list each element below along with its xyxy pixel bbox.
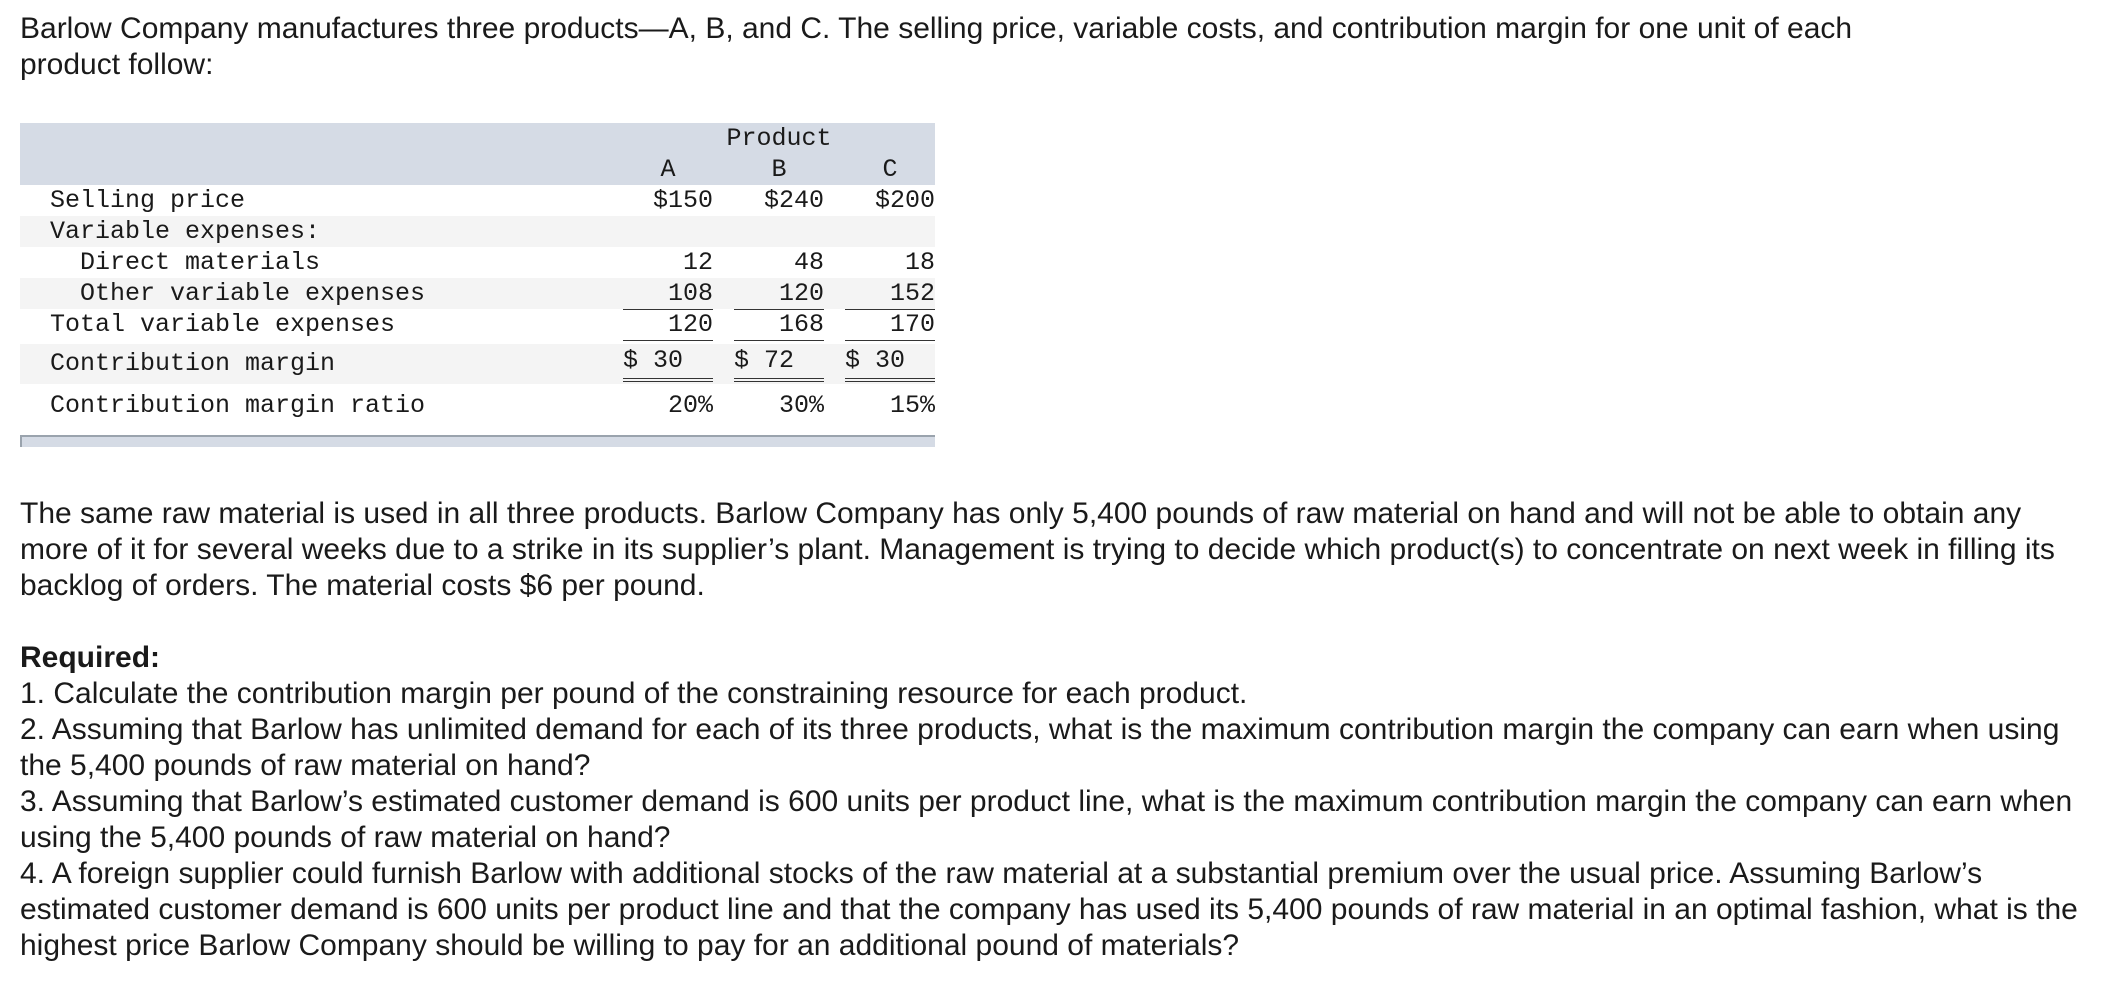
row-label: Contribution margin ratio bbox=[50, 391, 426, 420]
column-header-a: A bbox=[660, 155, 676, 184]
row-label: Total variable expenses bbox=[50, 310, 396, 339]
intro-paragraph: Barlow Company manufactures three products—A, B, and C. The selling price, variable costs, and contribution margin for one unit of each product follow: bbox=[20, 12, 1853, 81]
required-item-1: 1. Calculate the contribution margin per pound of the constraining resource for each product. bbox=[20, 677, 1248, 710]
cell-c: 152 bbox=[845, 278, 935, 310]
required-section bbox=[20, 640, 2080, 964]
cell-b: 48 bbox=[793, 248, 824, 277]
cell-c: 170 bbox=[845, 309, 935, 341]
cell-b: 30% bbox=[778, 391, 824, 420]
required-item-2: 2. Assuming that Barlow has unlimited demand for each of its three products, what is the maximum contribution margin the company can earn when using the 5,400 pounds of raw material on hand? bbox=[20, 713, 2060, 782]
cell-c: $200 bbox=[845, 185, 935, 217]
row-label: Other variable expenses bbox=[80, 279, 426, 308]
table-header-row bbox=[20, 123, 935, 154]
row-label: Variable expenses: bbox=[50, 217, 321, 246]
cell-a: 120 bbox=[623, 309, 713, 341]
row-label: Contribution margin bbox=[50, 349, 336, 378]
cell-c: 15% bbox=[889, 391, 935, 420]
column-header-b: B bbox=[771, 155, 787, 184]
table-row bbox=[20, 388, 935, 424]
cell-b: 168 bbox=[734, 309, 824, 341]
cell-b: $ 72 bbox=[734, 344, 824, 382]
product-header: Product bbox=[726, 124, 832, 153]
cell-a: 12 bbox=[682, 248, 713, 277]
cell-a: 20% bbox=[667, 391, 713, 420]
required-title: Required: bbox=[20, 641, 161, 674]
table-row bbox=[20, 278, 935, 309]
required-item-3: 3. Assuming that Barlow’s estimated customer demand is 600 units per product line, what is the maximum contribution margin the company can earn when using the 5,400 pounds of raw material on hand? bbox=[20, 785, 2073, 854]
product-cost-table bbox=[20, 123, 935, 447]
required-item-4: 4. A foreign supplier could furnish Barlow with additional stocks of the raw material at a substantial premium over the usual price. Assuming Barlow’s estimated customer demand is 600 units per product line and that the company has used its 5,400 pounds of raw material in an optimal fashion, what is the highest price Barlow Company should be willing to pay for an additional pound of materials? bbox=[20, 857, 2078, 962]
table-row bbox=[20, 309, 935, 340]
cell-a: $ 30 bbox=[623, 344, 713, 382]
table-row bbox=[20, 216, 935, 247]
table-row bbox=[20, 247, 935, 278]
column-header-c: C bbox=[882, 155, 898, 184]
cell-a: $150 bbox=[623, 185, 713, 217]
cell-b: 120 bbox=[734, 278, 824, 310]
table-footer-bar bbox=[20, 435, 935, 447]
row-label: Direct materials bbox=[80, 248, 321, 277]
cell-b: $240 bbox=[734, 185, 824, 217]
cell-c: $ 30 bbox=[845, 344, 935, 382]
table-column-row bbox=[20, 154, 935, 185]
cell-a: 108 bbox=[623, 278, 713, 310]
table-row bbox=[20, 185, 935, 216]
cell-c: 18 bbox=[904, 248, 935, 277]
body-paragraph: The same raw material is used in all three products. Barlow Company has only 5,400 pounds of raw material on hand and will not be able to obtain any more of it for several weeks due to a strike in its supplier’s plant. Management is trying to decide which product(s) to concentrate on next week in filling its backlog of orders. The material costs $6 per pound. bbox=[20, 497, 2055, 602]
table-row bbox=[20, 344, 935, 384]
row-label: Selling price bbox=[50, 186, 246, 215]
